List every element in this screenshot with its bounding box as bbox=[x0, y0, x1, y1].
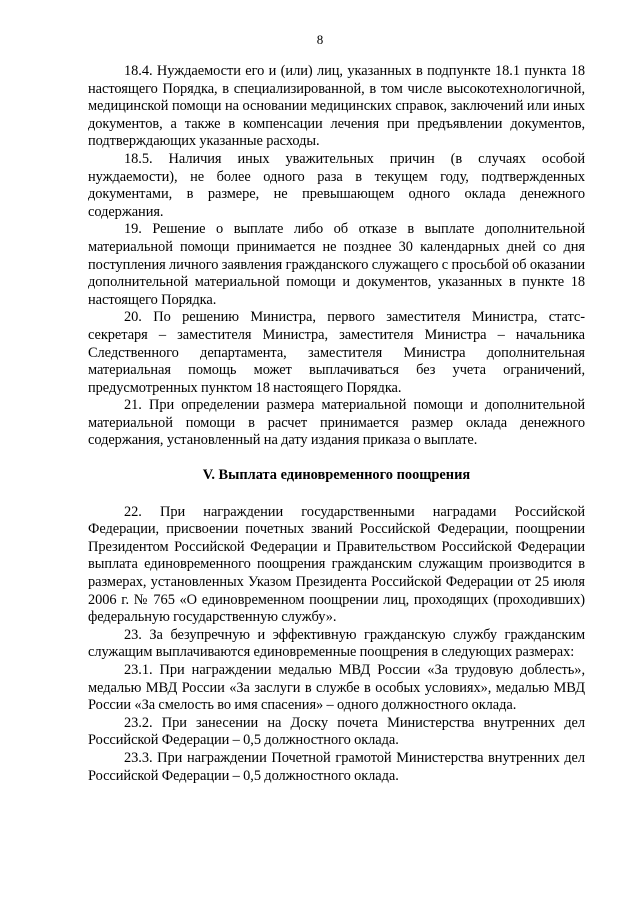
paragraph-23-3: 23.3. При награждении Почетной грамотой Министерства внутренних дел Российской Федерации – 0,5 должностного оклада. bbox=[88, 749, 585, 784]
paragraph-21: 21. При определении размера материальной помощи и дополнительной материальной помощи в расчет принимается размер оклада денежного содержания, установленный на дату издания приказа о выплате. bbox=[88, 397, 585, 449]
paragraph-23-2: 23.2. При занесении на Доску почета Министерства внутренних дел Российской Федерации – 0,5 должностного оклада. bbox=[88, 714, 585, 749]
paragraph-22: 22. При награждении государственными наградами Российской Федерации, присвоении почетных званий Российской Федерации, поощрении Президентом Российской Федерации и Правительством Российской Федерации выплата единовременного поощрения гражданским служащим производится в размерах, установленных Указом Президента Российской Федерации от 25 июля 2006 г. № 765 «О единовременном поощрении лиц, проходящих (проходивших) федеральную государственную службу». bbox=[88, 503, 585, 626]
page-number: 8 bbox=[316, 32, 324, 47]
document-body bbox=[88, 63, 585, 785]
paragraph-18-4: 18.4. Нуждаемости его и (или) лиц, указанных в подпункте 18.1 пункта 18 настоящего Порядка, в специализированной, в том числе высокотехнологичной, медицинской помощи на основании медицинских справок, заключений или иных документов, а также в компенсации лечения при предъявлении документов, подтверждающих указанные расходы. bbox=[88, 63, 585, 150]
paragraph-23-1: 23.1. При награждении медалью МВД России «За трудовую доблесть», медалью МВД России «За заслуги в службе в особых условиях», медалью МВД России «За смелость во имя спасения» – одного должностного оклада. bbox=[88, 662, 585, 714]
paragraph-20: 20. По решению Министра, первого заместителя Министра, статс-секретаря – заместителя Министра, заместителя Министра – начальника Следственного департамента, заместителя Министра дополнительная материальная помощь может выплачиваться без учета ограничений, предусмотренных пунктом 18 настоящего Порядка. bbox=[88, 309, 585, 396]
section-heading: V. Выплата единовременного поощрения bbox=[202, 467, 471, 484]
paragraph-23: 23. За безупречную и эффективную гражданскую службу гражданским служащим выплачиваются единовременные поощрения в следующих размерах: bbox=[88, 626, 585, 661]
paragraph-19: 19. Решение о выплате либо об отказе в выплате дополнительной материальной помощи принимается не позднее 30 календарных дней со дня поступления личного заявления гражданского служащего с просьбой об оказании дополнительной материальной помощи и документов, указанных в пункте 18 настоящего Порядка. bbox=[88, 221, 585, 308]
paragraph-18-5: 18.5. Наличия иных уважительных причин (в случаях особой нуждаемости), не более одного раза в текущем году, подтвержденных документами, в размере, не превышающем одного оклада денежного содержания. bbox=[88, 150, 585, 220]
